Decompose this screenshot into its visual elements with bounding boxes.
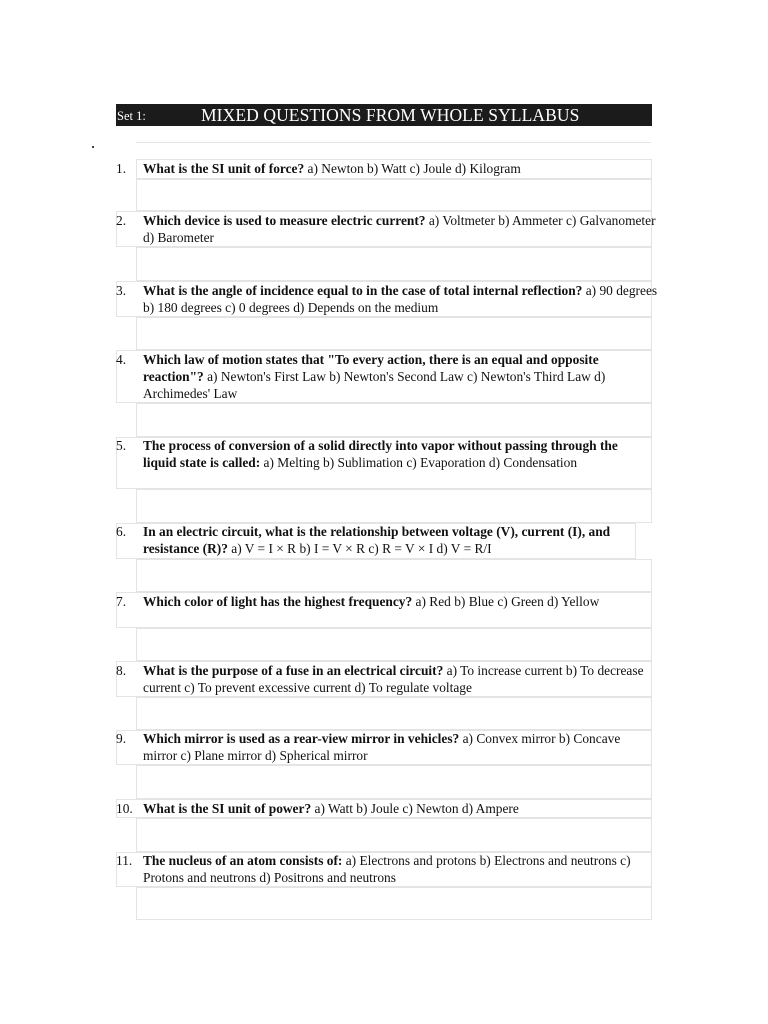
question-options: a) Melting b) Sublimation c) Evaporation d) Condensation (260, 455, 578, 470)
question-options: a) Red b) Blue c) Green d) Yellow (412, 594, 600, 609)
section-header (116, 104, 652, 126)
answer-box (136, 317, 652, 350)
answer-box (136, 697, 652, 730)
answer-box (136, 818, 652, 852)
question-text (143, 523, 638, 557)
question-text (143, 593, 633, 610)
question-text (143, 437, 648, 471)
stray-dot (92, 146, 94, 148)
question-number: 6. (116, 524, 127, 539)
question-options: a) Electrons and protons b) Electrons and neutrons c) Protons and neutrons d) Positrons and neutrons (143, 853, 631, 885)
question-prompt: What is the angle of incidence equal to in the case of total internal reflection? (143, 283, 583, 298)
question-prompt: What is the purpose of a fuse in an electrical circuit? (143, 663, 444, 678)
question-prompt: Which mirror is used as a rear-view mirror in vehicles? (143, 731, 460, 746)
question-options: a) 90 degrees b) 180 degrees c) 0 degrees d) Depends on the medium (143, 283, 658, 315)
answer-box (136, 403, 652, 437)
answer-box (136, 887, 652, 920)
question-options: a) Newton's First Law b) Newton's Second Law c) Newton's Third Law d) Archimedes' Law (143, 369, 606, 401)
question-options: a) To increase current b) To decrease current c) To prevent excessive current d) To regulate voltage (143, 663, 644, 695)
question-text (143, 662, 655, 696)
question-text (143, 730, 648, 764)
divider (136, 142, 651, 143)
question-options: a) Voltmeter b) Ammeter c) Galvanometer d) Barometer (143, 213, 656, 245)
question-prompt: The process of conversion of a solid directly into vapor without passing through the liquid state is called: (143, 438, 618, 470)
answer-box (136, 628, 652, 661)
question-text (143, 282, 669, 316)
question-number: 3. (116, 283, 127, 298)
question-prompt: Which device is used to measure electric current? (143, 213, 426, 228)
answer-box (136, 247, 652, 281)
question-number: 4. (116, 352, 127, 367)
question-number: 10. (116, 801, 133, 816)
question-options: a) Watt b) Joule c) Newton d) Ampere (311, 801, 519, 816)
answer-box (136, 559, 652, 592)
question-prompt: What is the SI unit of power? (143, 801, 312, 816)
answer-box (136, 765, 652, 799)
question-prompt: The nucleus of an atom consists of: (143, 853, 343, 868)
question-number: 2. (116, 213, 127, 228)
answer-box (136, 179, 652, 211)
question-text (143, 160, 663, 177)
question-number: 9. (116, 731, 127, 746)
question-text (143, 800, 663, 817)
question-prompt: In an electric circuit, what is the relationship between voltage (V), current (I), and resistance (R)? (143, 524, 611, 556)
question-options: a) V = I × R b) I = V × R c) R = V × I d) V = R/I (227, 541, 492, 556)
answer-box (136, 489, 652, 523)
question-text (143, 212, 663, 246)
question-number: 8. (116, 663, 127, 678)
question-options: a) Newton b) Watt c) Joule d) Kilogram (304, 161, 521, 176)
question-text (143, 852, 643, 886)
question-number: 5. (116, 438, 127, 453)
question-options: a) Convex mirror b) Concave mirror c) Plane mirror d) Spherical mirror (143, 731, 621, 763)
question-number: 11. (116, 853, 133, 868)
page-title: MIXED QUESTIONS FROM WHOLE SYLLABUS (201, 105, 580, 125)
question-prompt: Which law of motion states that "To every action, there is an equal and opposite reaction"? (143, 352, 599, 384)
question-prompt: What is the SI unit of force? (143, 161, 305, 176)
question-number: 7. (116, 594, 127, 609)
question-text (143, 351, 655, 402)
question-number: 1. (116, 161, 127, 176)
question-prompt: Which color of light has the highest frequency? (143, 594, 413, 609)
set-label: Set 1: (117, 109, 146, 123)
